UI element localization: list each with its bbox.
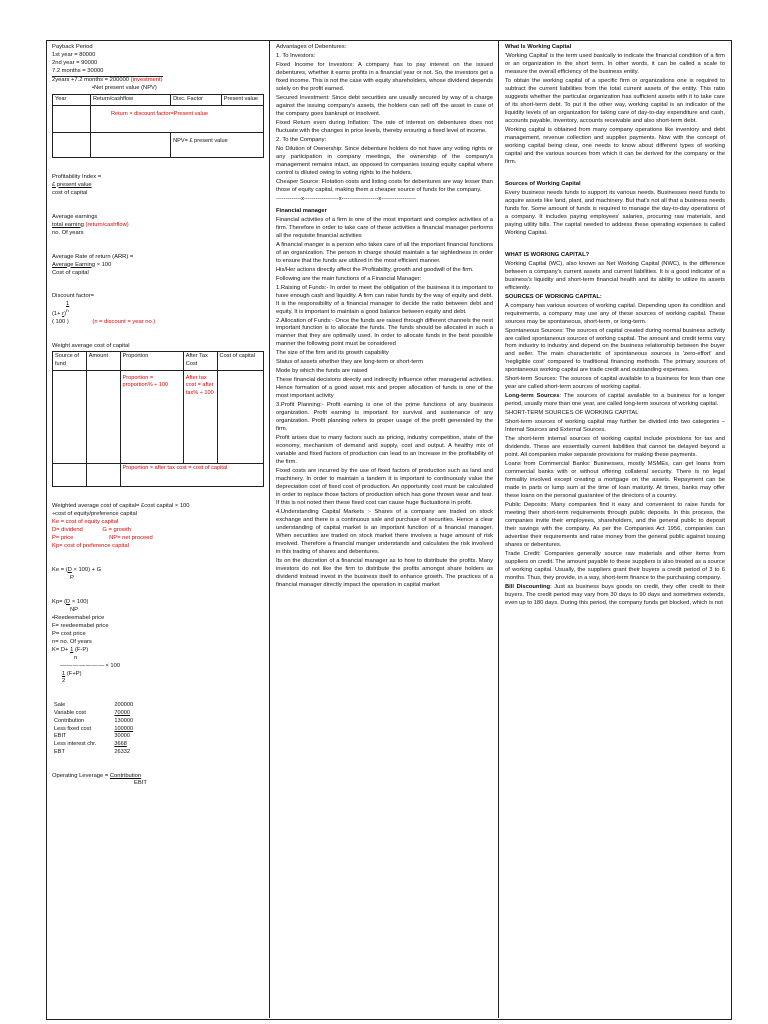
column-formulas xyxy=(47,40,270,1018)
src-title: Sources of Working Capital xyxy=(505,180,581,187)
redeem-l5-b: 1 xyxy=(70,646,74,653)
adv-title: Advantages of Debentures: xyxy=(276,44,347,50)
adv-p4: No Dilution of Ownership: Since debenture holders do not have any voting rights or any participation in company meetings, the ownership of the company's management remains intact, as opposed to companies issuing equity capital where control is diluted owing to voting rights to the holders. xyxy=(276,145,493,176)
st-p4: Public Deposits: Many companies find it easy and convenient to raise funds for meeting their short-term requirements through public deposits. In this process, the companies invite their employees, shareholders, and the general public to deposit their savings with the company. As per the Companies Act 1956, companies can advertise their requirements and raise money from the general public against issuing shares or debentures. xyxy=(505,502,725,549)
wacc-table-title: Weight average cost of capital xyxy=(52,343,130,350)
discount-base xyxy=(52,309,264,319)
src-p1: Every business needs funds to support its various needs. Businesses need funds to acquire assets like land, plant, and machinery. But that's not all that a business needs funds for. Some amount of funds is required to manage the day-to-day operations of a company. It includes paying employees' salaries, procuring raw materials, and paying utility bills. The capital needed to address these operating expenses is called Working Capital. xyxy=(505,189,725,236)
wacc-body-empty-2 xyxy=(86,370,120,463)
payback-total xyxy=(52,76,163,85)
fm-p4: Following are the main functions of a Financial Manager: xyxy=(276,275,422,282)
fm-p11: 3.Profit Planning:- Profit earning is one of the prime functions of any business organization. Profit earning is important for survival and sustenance of any organization. Profit planning refers to proper usage of the profit generated by the firm. xyxy=(276,402,493,433)
wacc-p-np-row xyxy=(52,535,264,543)
profitability-label: Profitability Index = xyxy=(52,173,102,180)
discount-note: (n = discount = year no.) xyxy=(92,319,156,326)
fm-p12: Profit arises due to many factors such as pricing, industry competition, state of the economy, mechanism of demand and supply, cost and output. A healthy mix of variable and fixed factors of production can lead to an increase in the profitability of the firm. xyxy=(276,435,493,466)
st-p2: The short-term internal sources of working capital include provisions for tax and dividends. These are essentially current liabilities that cannot be delayed beyond a point. All companies make separate provisions for making these payments. xyxy=(505,436,725,459)
op-leverage xyxy=(52,773,264,781)
fm-p15: Its on the discretion of a financial manager as to how to distribute the profits. Many investors do not like the firm to distribute the profits amongst share holders as dividend instead invest in the business itself to enhance growth. The practices of a financial manager directly impact the operation in capital market xyxy=(276,558,493,588)
swc-title: SOURCES OF WORKING CAPITAL: xyxy=(505,293,602,300)
swc-p3: Short-term Sources: The sources of capital available to a business for less than one year are called short-term sources of working capital. xyxy=(505,376,725,391)
swc-p2: Spontaneous Sources: The sources of capital created during normal business activity are called spontaneous sources of working capital. The amount and credit terms vary from industry to industry and depend on the business relationship between the buyer and seller. The main characteristic of spontaneous sources is 'zero-effort' and 'negligible cost' compared to traditional financing methods. The primary sources of spontaneous working capital are trade credit and outstanding expenses. xyxy=(505,327,725,374)
st-p6 xyxy=(505,584,725,608)
wc-title: What Is Working Capital xyxy=(505,44,572,50)
redeem-l8: 2 xyxy=(62,678,66,685)
wacc-formula-1: Weighted average cost of capital= £cost capital × 100 xyxy=(52,502,190,509)
npv-footer-empty-2 xyxy=(90,132,170,157)
adv-company: 2. To the Company: xyxy=(276,136,327,143)
discount-label: Discount factor= xyxy=(52,293,95,300)
wc-p1: 'Working Capital' is the term used basically to indicate the financial condition of a firm or an organization in the short term. In other words, it can be called a scale to measure the overall efficiency of the business entity. xyxy=(505,52,725,75)
wacc-prop-formula: Proportion = proportion% ÷ 100 xyxy=(120,370,183,463)
arr-label: Average Rate of return (ARR) = xyxy=(52,253,134,260)
avg-earnings-numerator xyxy=(52,222,264,230)
wacc-table-footer-row xyxy=(53,463,264,486)
npv-col-year: Year xyxy=(53,94,91,105)
fm-p9: Mode by which the funds are raised xyxy=(276,368,368,375)
wacc-ke-def: Ke = cost of equity capital xyxy=(52,518,119,525)
wacc-col-after-tax: After Tax Cost xyxy=(183,352,217,370)
arr-numerator xyxy=(52,262,264,270)
payback-title: Payback Period xyxy=(52,44,93,50)
redeem-l2: F= reedeemabel price xyxy=(52,622,109,629)
payback-year2: 2nd year = 90000 xyxy=(52,59,98,66)
ke-formula xyxy=(52,567,264,575)
npv-col-return: Return/cashflow xyxy=(90,94,170,105)
ke-num: D xyxy=(67,566,72,573)
npv-year-cell xyxy=(53,105,91,132)
redeem-l7-b: (F+P) xyxy=(66,670,82,677)
wc-p3: Working capital is obtained from many company operations like inventory and debt management, revenue collection and supplier payments. Now with the concept of working capital being clear, one needs to know about different types of working capital and the various sources from which it can be derived for the company or the firm. xyxy=(505,126,725,165)
arr-denominator: Cost of capital xyxy=(52,269,89,276)
fm-p14: 4.Understanding Capital Markets :- Shares of a company are traded on stock exchange and there is a continuous sale and purchase of securities. Hence a clear understanding of capital market is an important function of a financial manager. When securities are traded on stock market there involves a huge amount of risk involved. Therefore a financial manger understands and calculates the risk involved in this trading of shares and debentures. xyxy=(276,509,493,556)
wacc-p-def: P= price xyxy=(52,534,74,541)
wacc-footer: Proportion × after tax cost = cost of capital xyxy=(120,463,264,486)
wacc-atc-formula: After tax cost = after tax% ÷ 100 xyxy=(183,370,217,463)
npv-footer: NPV= £ present value xyxy=(171,132,264,157)
income-row xyxy=(52,741,142,749)
adv-p5: Cheaper Source: Flotation costs and listing costs for debentures are way lesser than those of equity capital, making them a cheaper source of funds for the company. xyxy=(276,178,493,193)
redeem-l5-a: K= D+ xyxy=(52,646,69,653)
income-row xyxy=(52,733,142,741)
discount-hundred: ( 100 ) xyxy=(52,319,69,326)
income-value: 130000 xyxy=(114,717,134,724)
wacc-kp-def: Kp= cost of preference capital xyxy=(52,542,129,549)
arr-num-text: Average Earning xyxy=(52,261,96,268)
fm-p13: Fixed costs are incurred by the use of fixed factors of production such as land and machinery. In order to maintain a tandem it is important to continuously value the depreciation cost of fixed cost of production. An opportunity cost must be calculated in order to replace those factors of production which has gone thrown wear and tear. If this is not noted then these fixed cost can cause huge fluctuations in profit. xyxy=(276,468,493,507)
op-leverage-lhs: Operating Leverage = xyxy=(52,772,109,779)
wacc-col-amount: Amount xyxy=(86,352,120,370)
profitability-numerator: £ present value xyxy=(52,181,92,188)
redeem-l6 xyxy=(52,663,264,671)
ke-lhs: Ke = ( xyxy=(52,566,68,573)
npv-table xyxy=(52,94,264,158)
fm-p7: The size of the firm and its growth capability xyxy=(276,350,389,357)
income-value: 3668 xyxy=(114,741,127,748)
wc2-title: WHAT IS WORKING CAPITAL? xyxy=(505,251,590,258)
redeem-l5 xyxy=(52,647,264,655)
redeem-l4: n= no. Of years xyxy=(52,638,92,645)
fm-title: Financial manager xyxy=(276,207,327,214)
wacc-col-cost: Cost of capital xyxy=(217,352,263,370)
wacc-d-def: D= dividend xyxy=(52,526,83,533)
income-value: 200000 xyxy=(114,702,134,709)
redeem-l3: P= cost price xyxy=(52,630,86,637)
income-value: 26332 xyxy=(114,748,130,755)
wacc-formula-2: ÷cost of equity/preference capital xyxy=(52,510,138,517)
redeem-l1: •Reedeemabel price xyxy=(52,614,105,621)
redeem-l5-n: n xyxy=(74,654,78,661)
kp-den: NP xyxy=(70,606,79,613)
wacc-table xyxy=(52,351,264,486)
column-debentures-financial-manager xyxy=(271,40,499,1018)
kp-num: D xyxy=(66,598,71,605)
npv-col-present: Present value xyxy=(221,94,263,105)
wacc-col-source: Source of fund xyxy=(53,352,87,370)
wacc-table-header xyxy=(53,352,264,370)
section-divider: -------------x------------------x-------------------x------------------ xyxy=(276,195,416,202)
arr-mult: × 100 xyxy=(96,261,112,268)
payback-total-note: (investment) xyxy=(130,76,163,83)
discount-one xyxy=(52,301,264,309)
avg-earnings-denominator: no. Of years xyxy=(52,229,84,236)
fm-p2: A financial manger is a person who takes care of all the important financial functions of an organization. The person in charge should maintain a far sightedness in order to ensure that the funds are utilized in the most efficient manner. xyxy=(276,241,493,264)
income-value: 30000 xyxy=(114,733,130,740)
redeem-dashes: — — — — — — — xyxy=(60,662,104,669)
wc2-p1: Working Capital (WC), also known as Net Working Capital (NWC), is the difference between a company's current assets and current liabilities. It is a good indicator of a business's liquidity and short-term financial health and its ability to utilize its assets efficiently. xyxy=(505,260,725,291)
income-value: 100000 xyxy=(114,725,134,732)
payback-total-text: 2years +7.2 months = 200000 xyxy=(52,76,130,83)
income-label: EBT xyxy=(54,748,65,755)
adv-p1: Fixed Income for Investors: A company has to pay interest on the issued debentures, whether it earns profits in a financial year or not. So, the investors get a fixed income. This is not the case with equity shareholders, whose dividend depends solely on the profit earned. xyxy=(276,61,493,92)
income-statement xyxy=(52,702,142,756)
npv-table-header xyxy=(53,94,264,105)
kp-rest: × 100) xyxy=(71,598,89,605)
st-title: SHORT-TERM SOURCES OF WORKING CAPITAL xyxy=(505,410,639,417)
adv-p2: Secured Investment: Since debt securities are usually secured by way of a charge against the issuing company's assets, the holders can sell off the asset in case of the company goes bankrupt or insolvent. xyxy=(276,94,493,117)
avg-earnings-num-note: (return/cashflow) xyxy=(85,221,129,228)
st-p1: Short-term sources of working capital may further be divided into two categories – Internal Sources and External Sources. xyxy=(505,419,725,434)
kp-formula xyxy=(52,599,264,607)
fm-p10: These financial decisions directly and indirectly influence other managerial activities. Hence formation of a good asset mix and proper allocation of funds is one of the most important activity xyxy=(276,377,493,400)
wacc-footer-empty-1 xyxy=(53,463,87,486)
npv-title: • Net present value (NPV) xyxy=(52,85,264,93)
discount-hundred-row xyxy=(52,319,264,327)
npv-footer-empty-1 xyxy=(53,132,91,157)
st-p6-bold: Bill Discounting xyxy=(505,584,551,591)
st-p5: Trade Credit: Companies generally source raw materials and other items from suppliers on credit. The amount payable to these suppliers is also treated as a source of working capital. Usually, the suppliers grant their buyers a credit period of 3 to 6 months. Thus, they provide, in a way, short-term finance to the purchasing company. xyxy=(505,551,725,582)
npv-table-footer-row xyxy=(53,132,264,157)
st-p6-text: : Just as business buys goods on credit, they offer credit to their buyers. The credit period may vary from 30 days to 90 days and sometimes extends, even up to 180 days. During this period, the company funds get blocked, which is not xyxy=(505,584,725,606)
swc-p4 xyxy=(505,393,725,409)
avg-earnings-label: Average earnings xyxy=(52,213,98,220)
discount-one-text: 1 xyxy=(66,301,70,308)
ke-den: P xyxy=(70,574,74,581)
wc-p2: To obtain the working capital of a specific firm or organizations one is required to subtract the current liabilities from the total current assets of the entity. This ratio suggests whether the particular organization has sufficient assets with it to take care of its short-term debt. To put it the other way, working capital is an indicator of the liquidity levels of an organization for taking care of day-to-day expenditure and cash, accounts payable, inventory, accounts receivable and also short-term debt. xyxy=(505,77,725,124)
profitability-denominator: cost of capital xyxy=(52,189,88,196)
swc-p4-text: : The sources of capital available to a business for a longer period, usually more than one year, are called long-term sources of working capital. xyxy=(505,393,725,408)
avg-earnings-num-text: total earning xyxy=(52,221,84,228)
kp-lhs: Kp= ( xyxy=(52,598,67,605)
income-value: 70000 xyxy=(114,710,130,717)
swc-p1: A company has various sources of working capital. Depending upon its condition and requirements, a company may use any of these sources of working capital. These sources may be spontaneous, short-term, or long-term. xyxy=(505,302,725,325)
st-p3: Loans from Commercial Banks: Businesses, mostly MSMEs, can get loans from commercial banks with or without offering collateral security. There is no legal formality involved except creating a mortgage on the assets. Repayment can be made in parts or lump sum at the time of loan maturity. At times, banks may offer these loans on the personal guarantee of the directors of a country. xyxy=(505,461,725,500)
income-row xyxy=(52,710,142,718)
payback-months: 7.2 months = 30000 xyxy=(52,67,104,74)
op-leverage-num: Contribution xyxy=(109,772,142,779)
income-label: Less fixed cost xyxy=(54,725,91,732)
income-label: Variable cost xyxy=(54,710,86,717)
discount-base-a: (1+ xyxy=(52,311,61,318)
wacc-table-body-row xyxy=(53,370,264,463)
discount-exp: n xyxy=(66,309,69,315)
income-label: Contribution xyxy=(54,717,85,724)
fm-p5: 1.Raising of Funds:- In order to meet the obligation of the business it is important to have enough cash and liquidity. A firm can raise funds by the way of equity and debt. It is the responsibility of a financial manager to decide the ratio between debt and equity. It is important to maintain a good balance between equity and debt. xyxy=(276,284,493,315)
column-working-capital xyxy=(500,40,730,1018)
discount-base-b: ) xyxy=(64,311,67,318)
payback-year1: 1st year = 80000 xyxy=(52,51,96,58)
wacc-d-g-row xyxy=(52,527,264,535)
discount-base-r: r xyxy=(62,311,65,318)
wacc-np-def: NP= net proceed xyxy=(109,534,153,541)
wacc-g-def: G = growth xyxy=(102,526,131,533)
income-label: EBIT xyxy=(54,733,67,740)
income-label: Sale xyxy=(54,702,66,709)
income-label: Less interest chr. xyxy=(54,741,97,748)
swc-p4-bold: Long-term Sources xyxy=(505,393,560,400)
adv-investors: 1. To Investors: xyxy=(276,52,316,59)
npv-formula: Return × discount factor=Present value xyxy=(90,105,263,132)
income-row xyxy=(52,726,142,734)
fm-p1: Financial activities of a firm is one of the most important and complex activities of a firm. Therefore in order to take care of these activities a financial manager performs all the requisite financial activities xyxy=(276,216,493,239)
wacc-body-empty-1 xyxy=(53,370,87,463)
redeem-l5-c: (F-P) xyxy=(74,646,89,653)
fm-p8: Status of assets whether they are long-term or short-term xyxy=(276,359,423,366)
wacc-col-proportion: Proportion xyxy=(120,352,183,370)
fm-p3: His/Her actions directly affect the Profitability, growth and goodwill of the firm. xyxy=(276,266,474,273)
income-row xyxy=(52,702,142,710)
fm-p6: 2.Allocation of Funds:- Once the funds are raised through different channels the next important function is to allocate the funds. The funds should be allocated in such a manner that they are optimally used. In order to allocate funds in the best possible manner the following point must be considered xyxy=(276,317,493,348)
redeem-l7 xyxy=(52,671,264,679)
wacc-body-empty-3 xyxy=(217,370,263,463)
wacc-footer-empty-2 xyxy=(86,463,120,486)
income-row xyxy=(52,749,142,757)
adv-p3: Fixed Return even during Inflation: The rate of interest on debentures does not fluctuate with the changes in price levels, thereby ensuring a fixed level of income. xyxy=(276,119,493,134)
npv-table-formula-row xyxy=(53,105,264,132)
redeem-l7-a: 1 xyxy=(62,670,66,677)
redeem-l6-text: × 100 xyxy=(105,662,121,669)
ke-rest: × 100) + G xyxy=(73,566,102,573)
income-row xyxy=(52,718,142,726)
npv-col-discount: Disc. Factor xyxy=(171,94,222,105)
op-leverage-den: EBIT xyxy=(134,780,147,787)
